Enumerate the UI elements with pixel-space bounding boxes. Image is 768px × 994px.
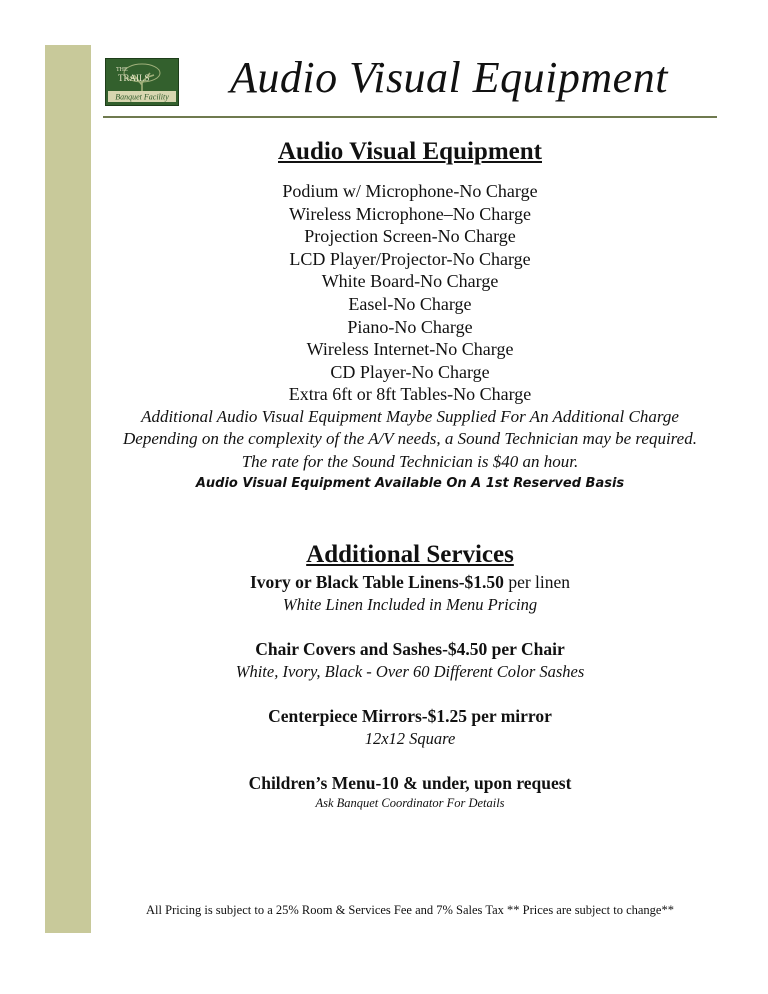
- service-title: Centerpiece Mirrors-$1.25 per mirror: [268, 706, 552, 726]
- service-subtitle: 12x12 Square: [364, 728, 456, 748]
- equipment-note: Depending on the complexity of the A/V needs, a Sound Technician may be required.: [123, 429, 697, 449]
- equipment-section: [100, 137, 720, 495]
- service-chair-covers: [100, 638, 720, 683]
- equipment-item: CD Player-No Charge: [330, 361, 490, 382]
- equipment-item: Piano-No Charge: [347, 316, 473, 337]
- service-title: Children’s Menu-10 & under, upon request: [248, 773, 572, 793]
- equipment-heading: Audio Visual Equipment: [278, 138, 542, 165]
- service-subtitle: White Linen Included in Menu Pricing: [282, 594, 538, 614]
- service-linens: [100, 571, 720, 616]
- logo-text-trails: TRAILS: [118, 73, 150, 83]
- equipment-item: Podium w/ Microphone-No Charge: [282, 181, 538, 201]
- availability-note: Audio Visual Equipment Available On A 1st Reserved Basis: [195, 476, 625, 492]
- services-section: [100, 540, 720, 811]
- service-title-suffix: per linen: [503, 572, 571, 592]
- service-subtitle: Ask Banquet Coordinator For Details: [315, 795, 505, 810]
- service-mirrors: [100, 705, 720, 750]
- logo-text-facility: Banquet Facility: [115, 92, 169, 102]
- service-title-text: Ivory or Black Table Linens-$1.50: [249, 572, 504, 592]
- equipment-item: White Board-No Charge: [321, 271, 499, 292]
- service-title: Chair Covers and Sashes-$4.50 per Chair: [255, 639, 565, 659]
- equipment-item: Extra 6ft or 8ft Tables-No Charge: [288, 384, 532, 405]
- equipment-note: Additional Audio Visual Equipment Maybe Supplied For An Additional Charge: [141, 406, 679, 426]
- service-subtitle: White, Ivory, Black - Over 60 Different Color Sashes: [235, 661, 585, 681]
- page-header-title: Audio Visual Equipment: [230, 53, 668, 102]
- equipment-item: Projection Screen-No Charge: [304, 226, 516, 247]
- equipment-list: [100, 180, 720, 406]
- service-childrens-menu: [100, 772, 720, 811]
- trails-logo: [105, 58, 179, 106]
- pricing-footer: All Pricing is subject to a 25% Room & Services Fee and 7% Sales Tax ** Prices are subject to change**: [146, 903, 674, 917]
- services-heading: Additional Services: [306, 541, 514, 568]
- decorative-side-bar: [45, 45, 91, 933]
- header-divider: [103, 116, 717, 118]
- equipment-item: Wireless Internet-No Charge: [306, 339, 514, 360]
- equipment-item: LCD Player/Projector-No Charge: [289, 248, 531, 269]
- equipment-note: The rate for the Sound Technician is $40 an hour.: [241, 451, 579, 471]
- logo-text-the: THE: [116, 67, 128, 73]
- service-title: [100, 571, 720, 594]
- equipment-item: Easel-No Charge: [348, 293, 472, 314]
- equipment-item: Wireless Microphone–No Charge: [289, 203, 531, 224]
